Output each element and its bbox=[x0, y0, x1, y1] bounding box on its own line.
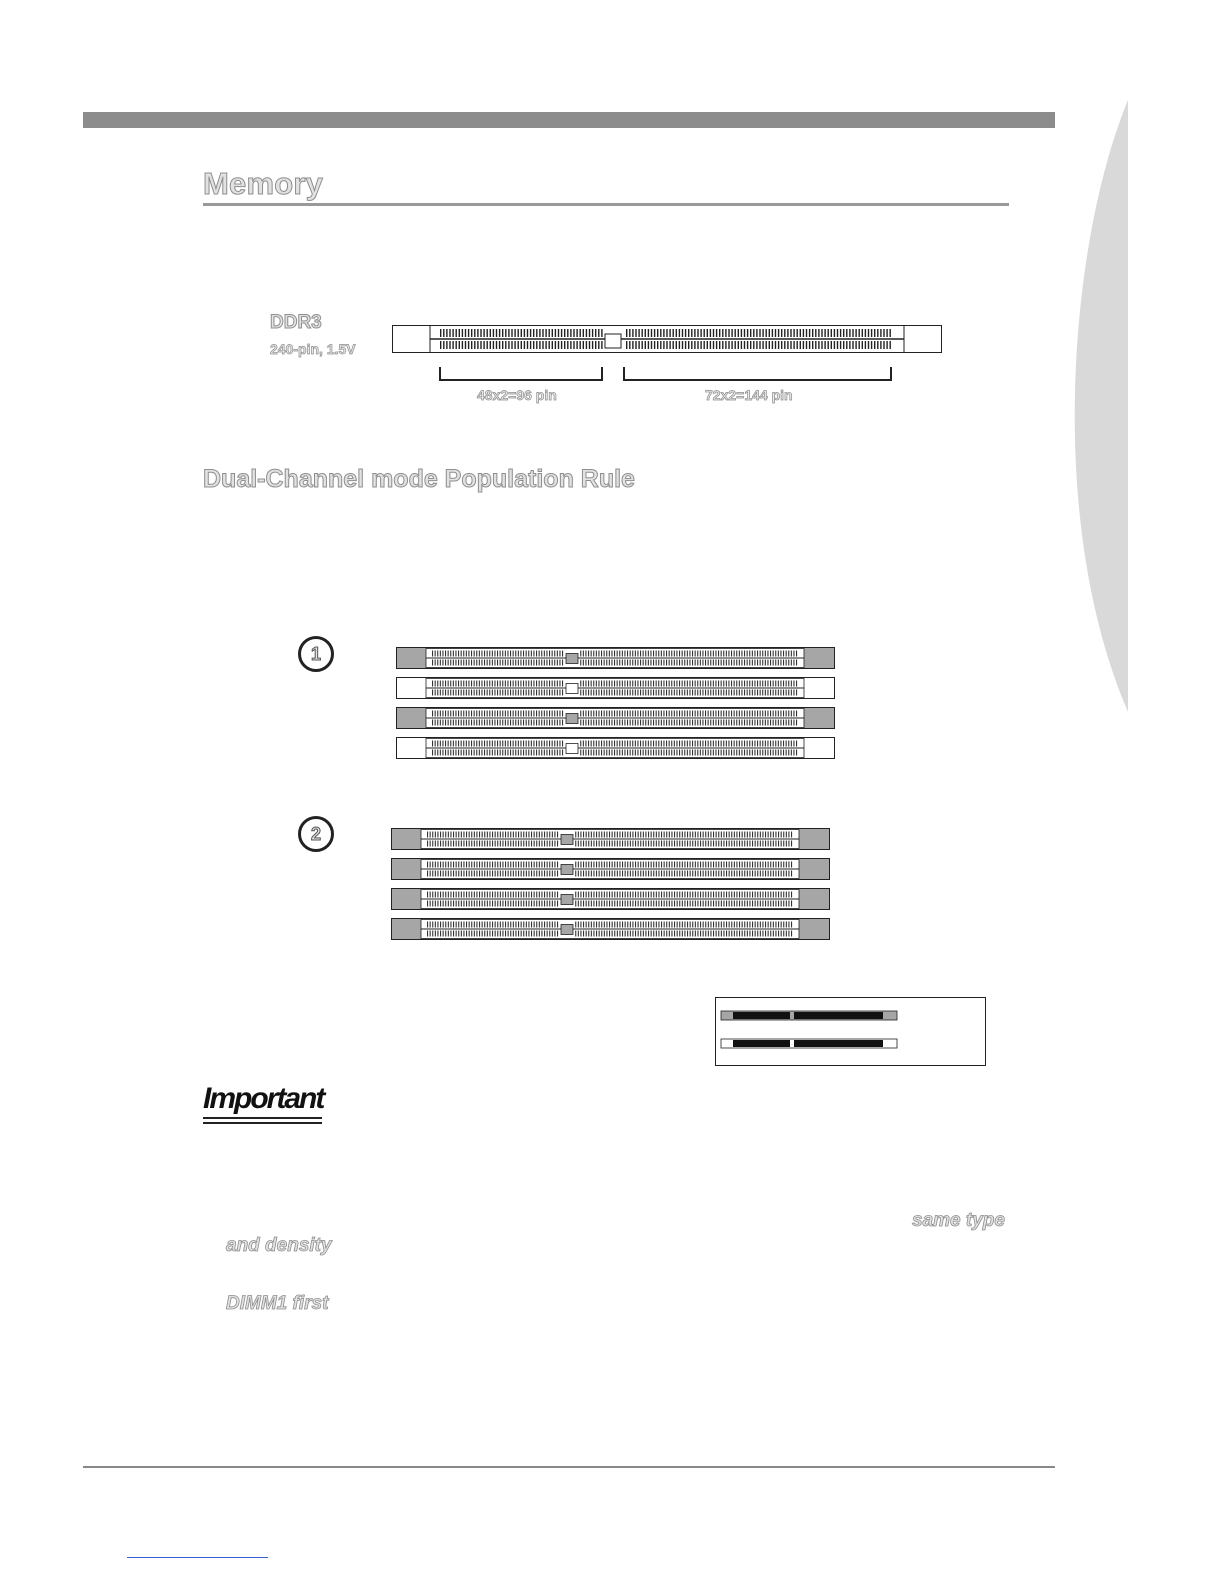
config-1-slot-3 bbox=[397, 708, 835, 729]
config-2-slot-4 bbox=[392, 919, 830, 940]
config-1-slots bbox=[396, 647, 838, 763]
title-underline bbox=[203, 203, 1009, 206]
left-pin-count: 48x2=96 pin bbox=[477, 387, 557, 403]
slot-legend bbox=[715, 997, 987, 1067]
right-pin-count: 72x2=144 pin bbox=[705, 387, 793, 403]
legend-installed-slot bbox=[721, 1011, 897, 1020]
config-number-1: 1 bbox=[298, 636, 334, 672]
important-underline-1 bbox=[203, 1117, 322, 1119]
legend-empty-slot bbox=[721, 1039, 897, 1048]
config-2-slot-2 bbox=[392, 859, 830, 880]
config-2-slots bbox=[391, 828, 833, 944]
ddr-spec-label: 240-pin, 1.5V bbox=[270, 341, 356, 357]
footer-rule bbox=[83, 1466, 1055, 1468]
footer-link-underline[interactable] bbox=[127, 1557, 268, 1558]
config-2-slot-1 bbox=[392, 829, 830, 850]
config-1-slot-2 bbox=[397, 678, 835, 699]
config-1-slot-1 bbox=[397, 648, 835, 669]
emphasis-dimm1-first: DIMM1 first bbox=[226, 1293, 329, 1314]
header-bar bbox=[83, 112, 1055, 128]
config-1-slot-4 bbox=[397, 738, 835, 759]
ddr3-module-diagram bbox=[392, 325, 944, 410]
ddr-type-label: DDR3 bbox=[270, 312, 322, 333]
emphasis-same-type: same type bbox=[912, 1210, 1005, 1231]
config-2-slot-3 bbox=[392, 889, 830, 910]
side-tab-shape bbox=[1060, 100, 1224, 712]
section-subtitle: Dual-Channel mode Population Rule bbox=[203, 465, 635, 493]
important-heading: Important bbox=[203, 1082, 324, 1115]
page-title: Memory bbox=[203, 166, 324, 201]
important-underline-2 bbox=[203, 1122, 322, 1124]
config-number-2: 2 bbox=[298, 816, 334, 852]
emphasis-and-density: and density bbox=[226, 1235, 332, 1256]
